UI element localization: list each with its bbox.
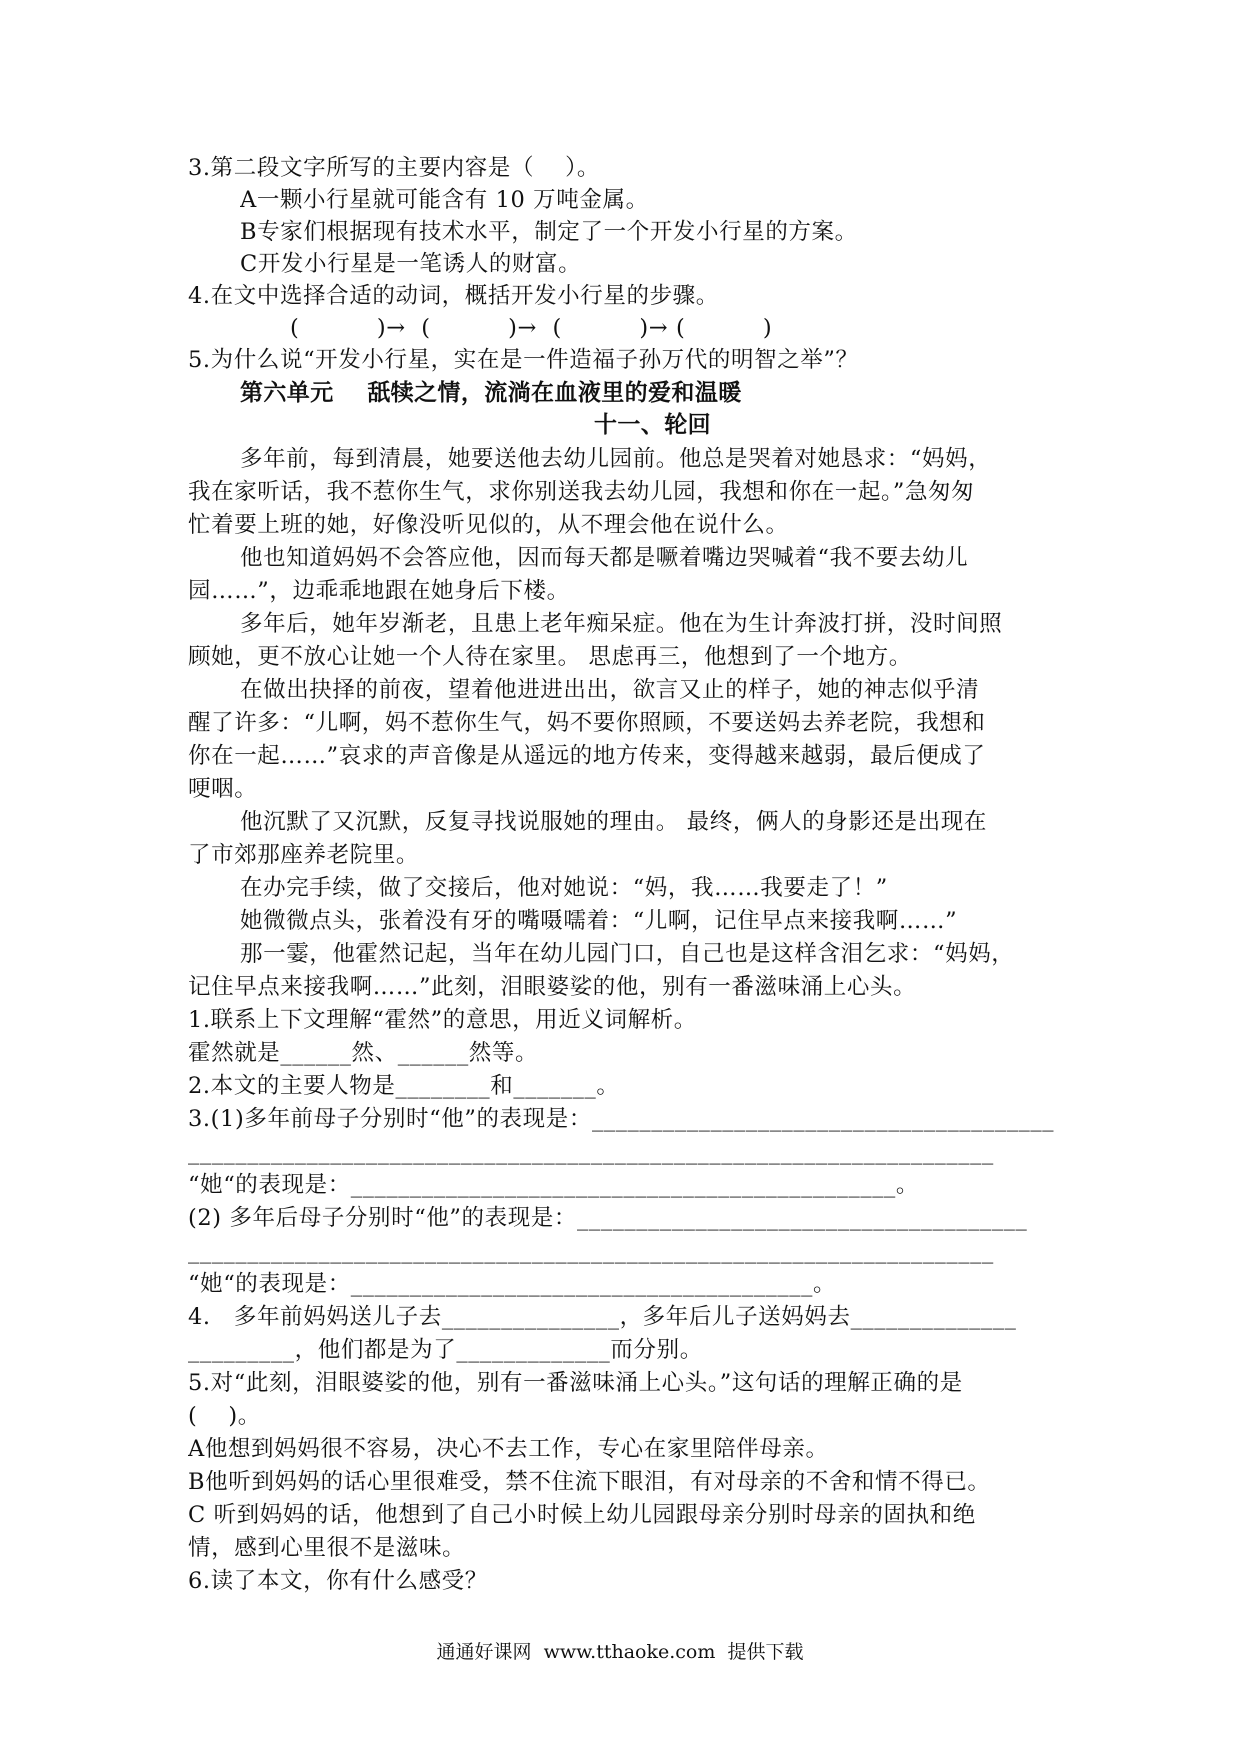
passage-line: 在办完手续，做了交接后，他对她说：“妈，我……我要走了！” [240,875,888,901]
passage-line: 在做出抉择的前夜，望着他进进出出，欲言又止的样子，她的神志似乎清 [240,677,980,703]
question-3-2: (2) 多年后母子分别时“他”的表现是：______________________________________ [188,1205,1028,1231]
question-5: 5.为什么说“开发小行星，实在是一件造福子孙万代的明智之举”？ [188,347,859,373]
question-4: 4.在文中选择合适的动词，概括开发小行星的步骤。 [188,283,719,309]
passage-line: 多年后，她年岁渐老，且患上老年痴呆症。他在为生计奔波打拼，没时间照 [240,611,1003,637]
question-4-b: 4. 多年前妈妈送儿子去_______________，多年后儿子送妈妈去______________ [188,1304,1017,1330]
question-3-2-her: “她“的表现是：_______________________________________。 [188,1271,837,1297]
question-3-1-her: “她“的表现是：______________________________________________。 [188,1172,920,1198]
passage-line: 记住早点来接我啊……”此刻，泪眼婆娑的他，别有一番滋味涌上心头。 [188,974,917,1000]
question-3: 3.第二段文字所写的主要内容是（ ）。 [188,155,601,181]
passage-line: 哽咽。 [188,776,258,802]
question-5-b: 5.对“此刻，泪眼婆娑的他，别有一番滋味涌上心头。”这句话的理解正确的是 [188,1370,963,1396]
question-1-answer-line: 霍然就是______然、______然等。 [188,1040,539,1066]
passage-line: 我在家听话，我不惹你生气，求你别送我去幼儿园，我想和你在一起。”急匆匆 [188,479,975,505]
question-5-b-option-b: B他听到妈妈的话心里很难受，禁不住流下眼泪，有对母亲的不舍和情不得已。 [188,1469,991,1495]
unit-title: 第六单元 舐犊之情，流淌在血液里的爱和温暖 [240,379,742,406]
question-4-b-cont: _________，他们都是为了_____________而分别。 [188,1337,703,1363]
passage-line: 了市郊那座养老院里。 [188,842,420,868]
question-5-b-option-c-cont: 情，感到心里很不是滋味。 [188,1535,466,1561]
question-5-b-option-a: A他想到妈妈很不容易，决心不去工作，专心在家里陪伴母亲。 [188,1436,829,1462]
question-3-option-b: B专家们根据现有技术水平，制定了一个开发小行星的方案。 [240,219,858,245]
question-2: 2.本文的主要人物是________和_______。 [188,1073,620,1099]
passage-line: 那一霎，他霍然记起，当年在幼儿园门口，自己也是这样含泪乞求：“妈妈， [240,941,1015,967]
question-3-option-c: C开发小行星是一笔诱人的财富。 [240,251,582,277]
passage-line: 她微微点头，张着没有牙的嘴嗫嚅着：“儿啊，记住早点来接我啊……” [240,908,958,934]
passage-line: 忙着要上班的她，好像没听见似的，从不理会他在说什么。 [188,512,789,538]
passage-line: 他也知道妈妈不会答应他，因而每天都是噘着嘴边哭喊着“我不要去幼儿 [240,545,969,571]
question-5-b-paren: ( )。 [188,1403,261,1429]
question-3-1-answer-line: ____________________________________________________________________ [188,1139,994,1165]
footer-source: 通通好课网 www.tthaoke.com 提供下载 [436,1641,804,1663]
passage-line: 园……”，边乖乖地跟在她身后下楼。 [188,578,570,604]
lesson-title: 十一、轮回 [594,411,711,438]
question-3-2-answer-line: ____________________________________________________________________ [188,1238,994,1264]
passage-line: 醒了许多：“儿啊，妈不惹你生气，妈不要你照顾，不要送妈去养老院，我想和 [188,710,986,736]
passage-line: 他沉默了又沉默，反复寻找说服她的理由。 最终，俩人的身影还是出现在 [240,809,987,835]
question-6: 6.读了本文，你有什么感受？ [188,1568,488,1594]
passage-line: 顾她，更不放心让她一个人待在家里。 思虑再三，他想到了一个地方。 [188,644,912,670]
question-1: 1.联系上下文理解“霍然”的意思，用近义词解析。 [188,1007,697,1033]
question-3-option-a: A一颗小行星就可能含有 10 万吨金属。 [240,187,649,213]
question-4-blanks: ( )→ ( )→ ( )→ ( ) [290,315,773,341]
passage-line: 你在一起……”哀求的声音像是从遥远的地方传来，变得越来越弱，最后便成了 [188,743,986,769]
question-3-1: 3.(1)多年前母子分别时“他”的表现是：_______________________________________ [188,1106,1055,1132]
question-5-b-option-c: C 听到妈妈的话，他想到了自己小时候上幼儿园跟母亲分别时母亲的固执和绝 [188,1502,976,1528]
passage-line: 多年前，每到清晨，她要送他去幼儿园前。他总是哭着对她恳求：“妈妈， [240,446,992,472]
